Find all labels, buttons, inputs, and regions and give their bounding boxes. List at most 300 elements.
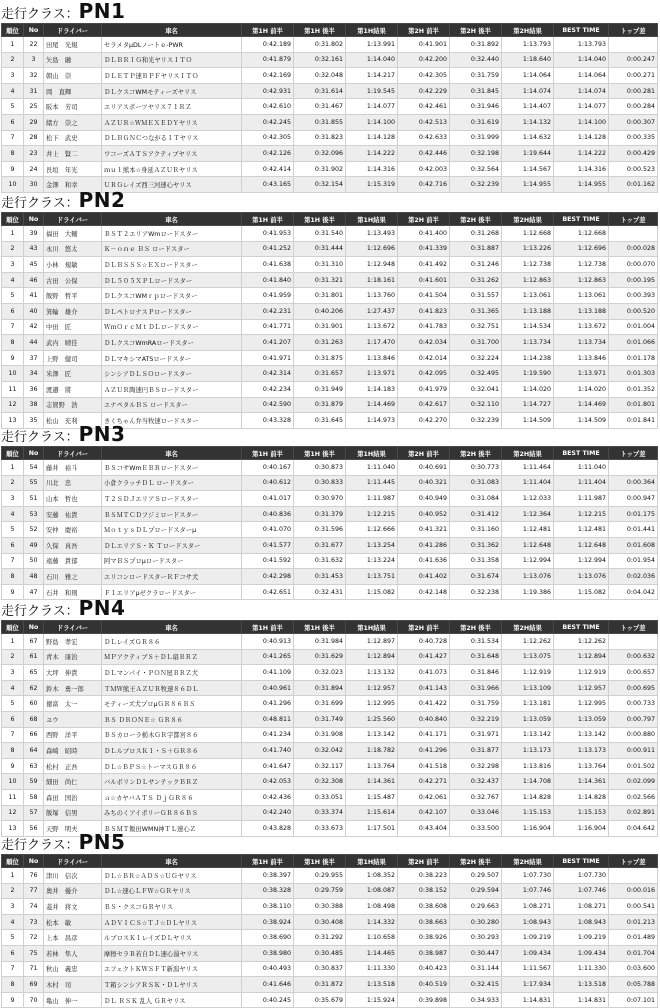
table-cell: 0:40.691 — [398, 460, 450, 476]
table-cell: 若林 隼人 — [44, 945, 102, 961]
column-header: トップ差 — [609, 213, 658, 226]
table-cell: 0:41.636 — [398, 553, 450, 569]
table-cell: 1:14.064 — [554, 68, 609, 84]
table-cell: 0:02.036 — [609, 569, 658, 585]
table-cell: 0:38.690 — [242, 930, 294, 946]
table-cell: 0:31.872 — [294, 977, 346, 993]
table-cell: 25 — [24, 99, 44, 115]
column-header: 第1H 後半 — [294, 855, 346, 868]
table-cell: 武内 晴佳 — [44, 335, 102, 351]
table-cell: 38 — [24, 397, 44, 413]
table-cell: 1:11.464 — [502, 460, 554, 476]
table-cell: 0:31.971 — [450, 727, 502, 743]
table-row — [2, 146, 658, 162]
table-cell: 0:00.070 — [609, 257, 658, 273]
table-cell: 1:13.734 — [502, 335, 554, 351]
table-cell: 0:31.999 — [450, 130, 502, 146]
column-header: 第2H結果 — [502, 855, 554, 868]
table-cell: 石川 雅之 — [44, 569, 102, 585]
table-cell: 1:16.904 — [502, 821, 554, 837]
table-cell: 1:13.226 — [502, 241, 554, 257]
table-cell: 1:14.316 — [346, 161, 398, 177]
table-cell: 徳富 太一 — [44, 696, 102, 712]
table-cell: 69 — [24, 977, 44, 993]
class-name: PN1 — [78, 0, 126, 23]
table-cell: ＤＬＢＧＮＣつながるＩＴヤリス — [102, 130, 242, 146]
table-cell: 1:14.238 — [502, 350, 554, 366]
table-cell: 古田 公保 — [44, 272, 102, 288]
table-cell: 0:33.673 — [294, 821, 346, 837]
table-cell: ａ☆カヤバＡＴＳ ＤｊＧＲ８６ — [102, 789, 242, 805]
table-cell: 67 — [24, 634, 44, 650]
column-header: 第1H結果 — [346, 855, 398, 868]
table-cell: 0:41.286 — [398, 537, 450, 553]
table-cell: 0:32.415 — [450, 977, 502, 993]
table-cell: 0:02.566 — [609, 789, 658, 805]
table-cell: 1:07.730 — [502, 868, 554, 884]
column-header: 第1H 前半 — [242, 855, 294, 868]
table-cell: 0:41.646 — [242, 977, 294, 993]
table-cell: 1:13.846 — [346, 350, 398, 366]
table-cell: 1:13.991 — [346, 37, 398, 53]
table-cell: 0:31.908 — [294, 727, 346, 743]
table-cell: 6 — [2, 303, 24, 319]
table-cell: 1:14.222 — [554, 146, 609, 162]
column-header: 第2H 後半 — [450, 213, 502, 226]
table-cell: 6 — [2, 945, 24, 961]
table-row — [2, 665, 658, 681]
table-cell: 1:14.361 — [346, 774, 398, 790]
table-cell: 0:30.447 — [450, 945, 502, 961]
table-cell: 1:13.173 — [554, 743, 609, 759]
table-cell: 1:14.332 — [346, 914, 398, 930]
table-cell: ＭＰアクティブＳ＋ＤＬ扇ＢＲＺ — [102, 649, 242, 665]
table-cell: 39 — [24, 226, 44, 242]
table-cell: 9 — [2, 992, 24, 1008]
table-cell: 0:31.534 — [450, 634, 502, 650]
table-cell: 0:31.749 — [294, 711, 346, 727]
table-cell: 0:31.875 — [294, 350, 346, 366]
table-cell: 0:32.767 — [450, 789, 502, 805]
table-cell: 1:11.404 — [502, 475, 554, 491]
class-label: 走行クラス： — [1, 604, 79, 619]
table-cell: 0:31.467 — [294, 99, 346, 115]
table-cell: 72 — [24, 930, 44, 946]
table-cell: 0:31.674 — [450, 569, 502, 585]
table-cell: 山本 哲也 — [44, 491, 102, 507]
table-cell: 1:11.040 — [554, 460, 609, 476]
table-cell: 1:14.128 — [554, 130, 609, 146]
table-cell: 0:00.523 — [609, 161, 658, 177]
column-header: 第1H 前半 — [242, 213, 294, 226]
table-cell: 1:07.746 — [502, 883, 554, 899]
table-cell: 59 — [24, 774, 44, 790]
table-cell: 0:42.436 — [242, 789, 294, 805]
table-cell: 55 — [24, 475, 44, 491]
table-cell: 1:13.971 — [554, 366, 609, 382]
column-header: トップ差 — [609, 447, 658, 460]
table-cell: 0:32.224 — [450, 350, 502, 366]
table-cell: 0:41.427 — [398, 649, 450, 665]
table-cell: 0:42.126 — [242, 146, 294, 162]
table-cell: ＤＬＥＴＰ速ＢＰＦヤリスＩＴＯ — [102, 68, 242, 84]
table-cell — [609, 460, 658, 476]
table-cell: 1:13.493 — [346, 226, 398, 242]
table-cell: 1:14.955 — [502, 177, 554, 193]
table-cell: 36 — [24, 381, 44, 397]
table-cell: ＴＭＷ熊王ＡＺＵＲ牧速８６ＤＬ — [102, 680, 242, 696]
table-row — [2, 366, 658, 382]
table-cell: 1:18.782 — [346, 743, 398, 759]
table-cell: ＭｏｔｙｓＤＬプロードスターμ — [102, 522, 242, 538]
table-cell: ＢＳＭＴ飯田WMN神ＴＬ速心Ｚ — [102, 821, 242, 837]
table-row — [2, 272, 658, 288]
table-cell: 0:01.441 — [609, 522, 658, 538]
results-table — [1, 446, 658, 600]
table-cell: 0:42.200 — [398, 52, 450, 68]
table-cell: 野島 孝宏 — [44, 634, 102, 650]
table-cell: 0:42.234 — [242, 381, 294, 397]
table-cell: 0:00.520 — [609, 303, 658, 319]
table-cell: 0:41.070 — [242, 522, 294, 538]
table-cell: 0:31.629 — [294, 649, 346, 665]
table-cell: 5 — [2, 522, 24, 538]
table-cell: 0:01.303 — [609, 366, 658, 382]
column-header: 第2H 後半 — [450, 447, 502, 460]
table-cell: 1 — [2, 460, 24, 476]
table-cell: 亀山 伸一 — [44, 992, 102, 1008]
table-cell: 渡邉 將 — [44, 381, 102, 397]
table-cell: 0:31.823 — [294, 130, 346, 146]
table-cell: 0:32.023 — [294, 665, 346, 681]
column-header: 第2H結果 — [502, 24, 554, 37]
table-cell: 6 — [2, 711, 24, 727]
column-header: ドライバー — [44, 855, 102, 868]
table-cell: 小倉クラッチＤＬ ロードスター — [102, 475, 242, 491]
table-cell: 安藤 祐貴 — [44, 506, 102, 522]
table-cell: 0:41.953 — [242, 226, 294, 242]
table-cell: 56 — [24, 821, 44, 837]
table-row — [2, 475, 658, 491]
table-cell: 0:31.358 — [450, 553, 502, 569]
table-cell: 0:31.845 — [450, 83, 502, 99]
table-cell: 0:31.083 — [450, 475, 502, 491]
table-cell: 0:33.500 — [450, 821, 502, 837]
table-cell: 0:42.931 — [242, 83, 294, 99]
column-header: 第1H結果 — [346, 621, 398, 634]
table-cell: 35 — [24, 413, 44, 429]
table-cell: 0:40.206 — [294, 303, 346, 319]
table-cell: ＡＺＵＲ☆ＷＭＥＸＥＤＹヤリス — [102, 114, 242, 130]
table-cell: 7 — [2, 961, 24, 977]
column-header: 第1H結果 — [346, 447, 398, 460]
class-label: 走行クラス： — [1, 196, 79, 211]
table-cell: 1:14.100 — [346, 114, 398, 130]
table-cell: 飯野 哲平 — [44, 288, 102, 304]
table-cell: 0:31.246 — [450, 257, 502, 273]
column-header: 第1H 後半 — [294, 447, 346, 460]
column-header: No — [24, 213, 44, 226]
table-cell: 小林 規敏 — [44, 257, 102, 273]
table-cell: 0:01.608 — [609, 537, 658, 553]
column-header: 第2H 前半 — [398, 855, 450, 868]
table-cell: 津川 信次 — [44, 868, 102, 884]
table-header — [2, 447, 658, 460]
table-cell: 0:31.699 — [294, 696, 346, 712]
table-cell: 0:41.971 — [242, 350, 294, 366]
table-cell: 0:00.657 — [609, 665, 658, 681]
table-cell: 73 — [24, 914, 44, 930]
table-cell: 1:08.271 — [502, 899, 554, 915]
table-cell: 0:01.352 — [609, 381, 658, 397]
table-cell: ＤＬ☆速心ＬＦＷ☆ＧＲヤリス — [102, 883, 242, 899]
table-cell: 1:12.668 — [554, 226, 609, 242]
table-cell: 1:14.183 — [346, 381, 398, 397]
table-cell: 矢島 融 — [44, 52, 102, 68]
table-cell: 0:00.284 — [609, 99, 658, 115]
table-cell: 0:41.296 — [398, 743, 450, 759]
table-cell: 1:12.738 — [554, 257, 609, 273]
table-cell: 1:16.904 — [554, 821, 609, 837]
column-header: 第1H 後半 — [294, 24, 346, 37]
table-cell: 0:42.240 — [242, 805, 294, 821]
table-body — [2, 226, 658, 429]
column-header: No — [24, 855, 44, 868]
table-cell: 1:14.831 — [554, 992, 609, 1008]
table-cell: 1:13.734 — [554, 335, 609, 351]
table-cell: 4 — [2, 83, 24, 99]
table-cell: 1:12.696 — [554, 241, 609, 257]
table-cell: 0:31.677 — [294, 537, 346, 553]
table-cell: 0:43.328 — [242, 413, 294, 429]
table-cell: 1:11.330 — [346, 961, 398, 977]
table-cell: 9 — [2, 161, 24, 177]
table-cell: 4 — [2, 680, 24, 696]
table-cell: 1:12.957 — [554, 680, 609, 696]
table-cell: 4 — [2, 272, 24, 288]
table-cell: 1:13.764 — [346, 758, 398, 774]
table-cell: 0:41.252 — [242, 241, 294, 257]
table-cell: 0:01.801 — [609, 397, 658, 413]
table-cell: 0:01.841 — [609, 413, 658, 429]
table-cell: 1:12.994 — [502, 553, 554, 569]
column-header: ドライバー — [44, 447, 102, 460]
table-cell: 0:41.771 — [242, 319, 294, 335]
table-cell: 1:11.445 — [346, 475, 398, 491]
table-cell: 49 — [24, 537, 44, 553]
table-cell: 1:12.919 — [502, 665, 554, 681]
table-cell: 48 — [24, 569, 44, 585]
table-cell: 1:08.943 — [502, 914, 554, 930]
table-cell: 40 — [24, 303, 44, 319]
column-header: 第1H結果 — [346, 213, 398, 226]
table-cell: 1:15.614 — [346, 805, 398, 821]
table-cell: 60 — [24, 696, 44, 712]
table-cell: 45 — [24, 257, 44, 273]
table-cell: 0:32.437 — [450, 774, 502, 790]
table-row — [2, 506, 658, 522]
class-name: PN3 — [78, 422, 126, 446]
table-cell: 1:12.995 — [346, 696, 398, 712]
column-header: 第1H 後半 — [294, 213, 346, 226]
table-cell: 0:41.740 — [242, 743, 294, 759]
table-cell: 0:32.431 — [294, 584, 346, 600]
table-cell: 0:31.648 — [450, 649, 502, 665]
table-cell: 1:25.560 — [346, 711, 398, 727]
table-cell: 0:41.400 — [398, 226, 450, 242]
table-cell: 0:31.444 — [294, 241, 346, 257]
table-row — [2, 335, 658, 351]
table-row — [2, 696, 658, 712]
table-cell: 0:42.590 — [242, 397, 294, 413]
table-cell: 0:30.485 — [294, 945, 346, 961]
table-cell: 1:13.173 — [502, 743, 554, 759]
table-cell: 0:48.811 — [242, 711, 294, 727]
table-cell: 13 — [2, 413, 24, 429]
table-cell: 5 — [2, 696, 24, 712]
table-cell: 0:32.239 — [450, 413, 502, 429]
table-cell: 10 — [2, 774, 24, 790]
table-cell: 0:41.422 — [398, 696, 450, 712]
table-cell: 1:14.100 — [554, 114, 609, 130]
table-cell: シンシアＤＬＳＯロードスター — [102, 366, 242, 382]
table-cell: 1:12.738 — [502, 257, 554, 273]
class-name: PN2 — [78, 188, 126, 212]
table-cell: 松本 敏 — [44, 914, 102, 930]
table-cell: ＤＬＢＳＳＳ☆ＥＸロードスター — [102, 257, 242, 273]
table-cell: 0:41.959 — [242, 288, 294, 304]
table-cell: ＢＳ・クスコＧＲヤリス — [102, 899, 242, 915]
table-cell: 1:12.919 — [554, 665, 609, 681]
table-cell: 0:31.453 — [294, 569, 346, 585]
table-row — [2, 460, 658, 476]
table-cell: 0:42.513 — [398, 114, 450, 130]
table-cell: 1:14.361 — [554, 774, 609, 790]
table-cell: 長垣 年光 — [44, 161, 102, 177]
table-cell: ワコーズＡＴＳアクティブヤリス — [102, 146, 242, 162]
table-cell: 0:31.887 — [450, 241, 502, 257]
table-cell: 0:41.518 — [398, 758, 450, 774]
table-cell: 1:14.465 — [346, 945, 398, 961]
table-cell: 0:31.894 — [294, 680, 346, 696]
column-header: 順位 — [2, 447, 24, 460]
table-cell: 0:02.891 — [609, 805, 658, 821]
table-header — [2, 621, 658, 634]
column-header: BEST TIME — [554, 621, 609, 634]
table-cell: 0:40.949 — [398, 491, 450, 507]
table-cell: 0:42.053 — [242, 774, 294, 790]
table-cell: 1 — [2, 226, 24, 242]
table-cell: 1:08.943 — [554, 914, 609, 930]
table-cell: 0:33.374 — [294, 805, 346, 821]
table-cell: 1:13.751 — [346, 569, 398, 585]
table-cell: 1:14.020 — [502, 381, 554, 397]
table-row — [2, 303, 658, 319]
table-cell: 1:09.434 — [554, 945, 609, 961]
table-cell: 0:41.879 — [242, 52, 294, 68]
table-cell: 0:31.321 — [294, 272, 346, 288]
table-cell: 5 — [2, 99, 24, 115]
table-cell: 0:42.305 — [398, 68, 450, 84]
table-cell: 0:31.557 — [450, 288, 502, 304]
table-cell: 0:38.223 — [398, 868, 450, 884]
table-cell: 1:15.082 — [554, 584, 609, 600]
table-cell: 1:13.181 — [502, 696, 554, 712]
table-cell: 5 — [2, 288, 24, 304]
table-cell: 天野 明夫 — [44, 821, 102, 837]
table-cell: 1:13.764 — [554, 758, 609, 774]
table-cell: 1:15.924 — [346, 992, 398, 1008]
table-cell: 0:32.117 — [294, 758, 346, 774]
table-cell: ＤＬレイズＧＲ８６ — [102, 634, 242, 650]
table-cell: 28 — [24, 130, 44, 146]
table-cell: 0:00.733 — [609, 696, 658, 712]
table-cell: 0:41.402 — [398, 569, 450, 585]
column-header: 第2H結果 — [502, 213, 554, 226]
table-cell: 遠藤 貴郁 — [44, 553, 102, 569]
table-cell: 1:08.271 — [554, 899, 609, 915]
table-cell: 7 — [2, 130, 24, 146]
table-cell: 0:32.096 — [294, 146, 346, 162]
table-cell: 0:34.933 — [450, 992, 502, 1008]
table-cell: 43 — [24, 241, 44, 257]
table-cell: 0:41.647 — [242, 758, 294, 774]
table-cell: 44 — [24, 335, 44, 351]
table-cell: 0:30.873 — [294, 460, 346, 476]
table-cell: 0:41.171 — [398, 727, 450, 743]
table-cell: 0:05.788 — [609, 977, 658, 993]
table-cell: 1:08.352 — [346, 868, 398, 884]
table-cell: 57 — [24, 805, 44, 821]
table-cell: 41 — [24, 288, 44, 304]
table-cell: 0:31.362 — [450, 537, 502, 553]
table-cell: 63 — [24, 758, 44, 774]
table-cell: 29 — [24, 114, 44, 130]
table-cell: 0:42.414 — [242, 161, 294, 177]
table-cell: 0:31.144 — [450, 961, 502, 977]
table-row — [2, 634, 658, 650]
header-row — [2, 855, 658, 868]
table-cell: 1:14.077 — [554, 99, 609, 115]
table-cell: 0:32.042 — [294, 743, 346, 759]
column-header: ドライバー — [44, 24, 102, 37]
table-row — [2, 522, 658, 538]
table-cell: 0:32.110 — [450, 397, 502, 413]
table-cell: 1:13.793 — [554, 37, 609, 53]
table-row — [2, 241, 658, 257]
table-cell: 0:38.397 — [242, 868, 294, 884]
table-cell: 0:31.892 — [450, 37, 502, 53]
column-header: 順位 — [2, 621, 24, 634]
table-cell: 森崎 昭時 — [44, 743, 102, 759]
table-cell: 0:00.695 — [609, 680, 658, 696]
table-cell: 2 — [2, 52, 24, 68]
table-cell: 8 — [2, 743, 24, 759]
table-cell: 1:12.648 — [554, 537, 609, 553]
table-cell: 0:03.600 — [609, 961, 658, 977]
table-cell: 1:09.219 — [502, 930, 554, 946]
table-cell: 0:31.263 — [294, 335, 346, 351]
table-cell: 1:11.040 — [346, 460, 398, 476]
table-cell: 0:31.310 — [294, 257, 346, 273]
table-row — [2, 883, 658, 899]
table-cell: 0:01.502 — [609, 758, 658, 774]
table-cell: 1:14.040 — [346, 52, 398, 68]
table-cell: 0:41.592 — [242, 553, 294, 569]
table-cell: 0:00.016 — [609, 883, 658, 899]
table-cell: ＷｍＯｒｃＭｔＤＬロードスター — [102, 319, 242, 335]
table-cell: 1:19.545 — [346, 83, 398, 99]
